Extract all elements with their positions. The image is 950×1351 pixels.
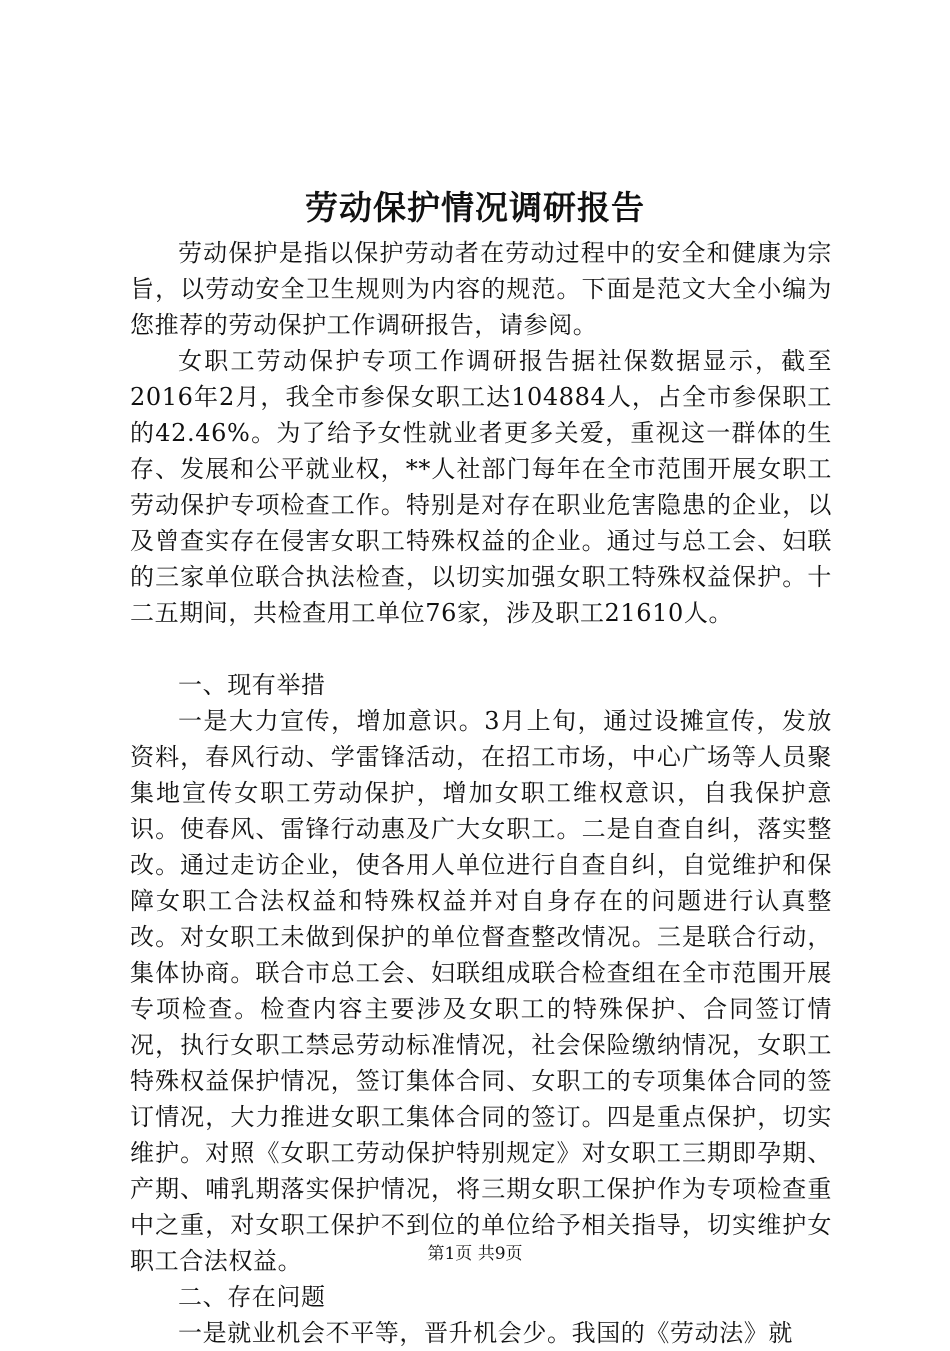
paragraph-problems: 一是就业机会不平等，晋升机会少。我国的《劳动法》就 (178, 1319, 793, 1347)
paragraph-blank (130, 631, 832, 667)
paragraph-intro: 劳动保护是指以保护劳动者在劳动过程中的安全和健康为宗旨，以劳动安全卫生规则为内容的规范。下面是范文大全小编为您推荐的劳动保护工作调研报告，请参阅。 (130, 239, 832, 339)
page-footer: 第1页 共9页 (427, 1244, 523, 1264)
paragraph-measures: 一是大力宣传，增加意识。3月上旬，通过设摊宣传，发放资料，春风行动、学雷锋活动，在招工市场，中心广场等人员聚集地宣传女职工劳动保护，增加女职工维权意识，自我保护意识。使春风、雷锋行动惠及广大女职工。二是自查自纠，落实整改。通过走访企业，使各用人单位进行自查自纠，自觉维护和保障女职工合法权益和特殊权益并对自身存在的问题进行认真整改。对女职工未做到保护的单位督查整改情况。三是联合行动，集体协商。联合市总工会、妇联组成联合检查组在全市范围开展专项检查。检查内容主要涉及女职工的特殊保护、合同签订情况，执行女职工禁忌劳动标准情况，社会保险缴纳情况，女职工特殊权益保护情况，签订集体合同、女职工的专项集体合同的签订情况，大力推进女职工集体合同的签订。四是重点保护，切实维护。对照《女职工劳动保护特别规定》对女职工三期即孕期、产期、哺乳期落实保护情况，将三期女职工保护作为专项检查重中之重，对女职工保护不到位的单位给予相关指导，切实维护女职工合法权益。 (130, 707, 832, 1275)
paragraph-overview: 女职工劳动保护专项工作调研报告据社保数据显示，截至2016年2月，我全市参保女职工达104884人，占全市参保职工的42.46%。为了给予女性就业者更多关爱，重视这一群体的生存、发展和公平就业权，**人社部门每年在全市范围开展女职工劳动保护专项检查工作。特别是对存在职业危害隐患的企业，以及曾查实存在侵害女职工特殊权益的企业。通过与总工会、妇联的三家单位联合执法检查，以切实加强女职工特殊权益保护。十二五期间，共检查用工单位76家，涉及职工21610人。 (130, 347, 832, 627)
document-body (130, 235, 832, 1351)
section-heading-problems: 二、存在问题 (178, 1283, 326, 1311)
page-title: 劳动保护情况调研报告 (305, 188, 645, 227)
section-heading-measures: 一、现有举措 (178, 671, 326, 699)
